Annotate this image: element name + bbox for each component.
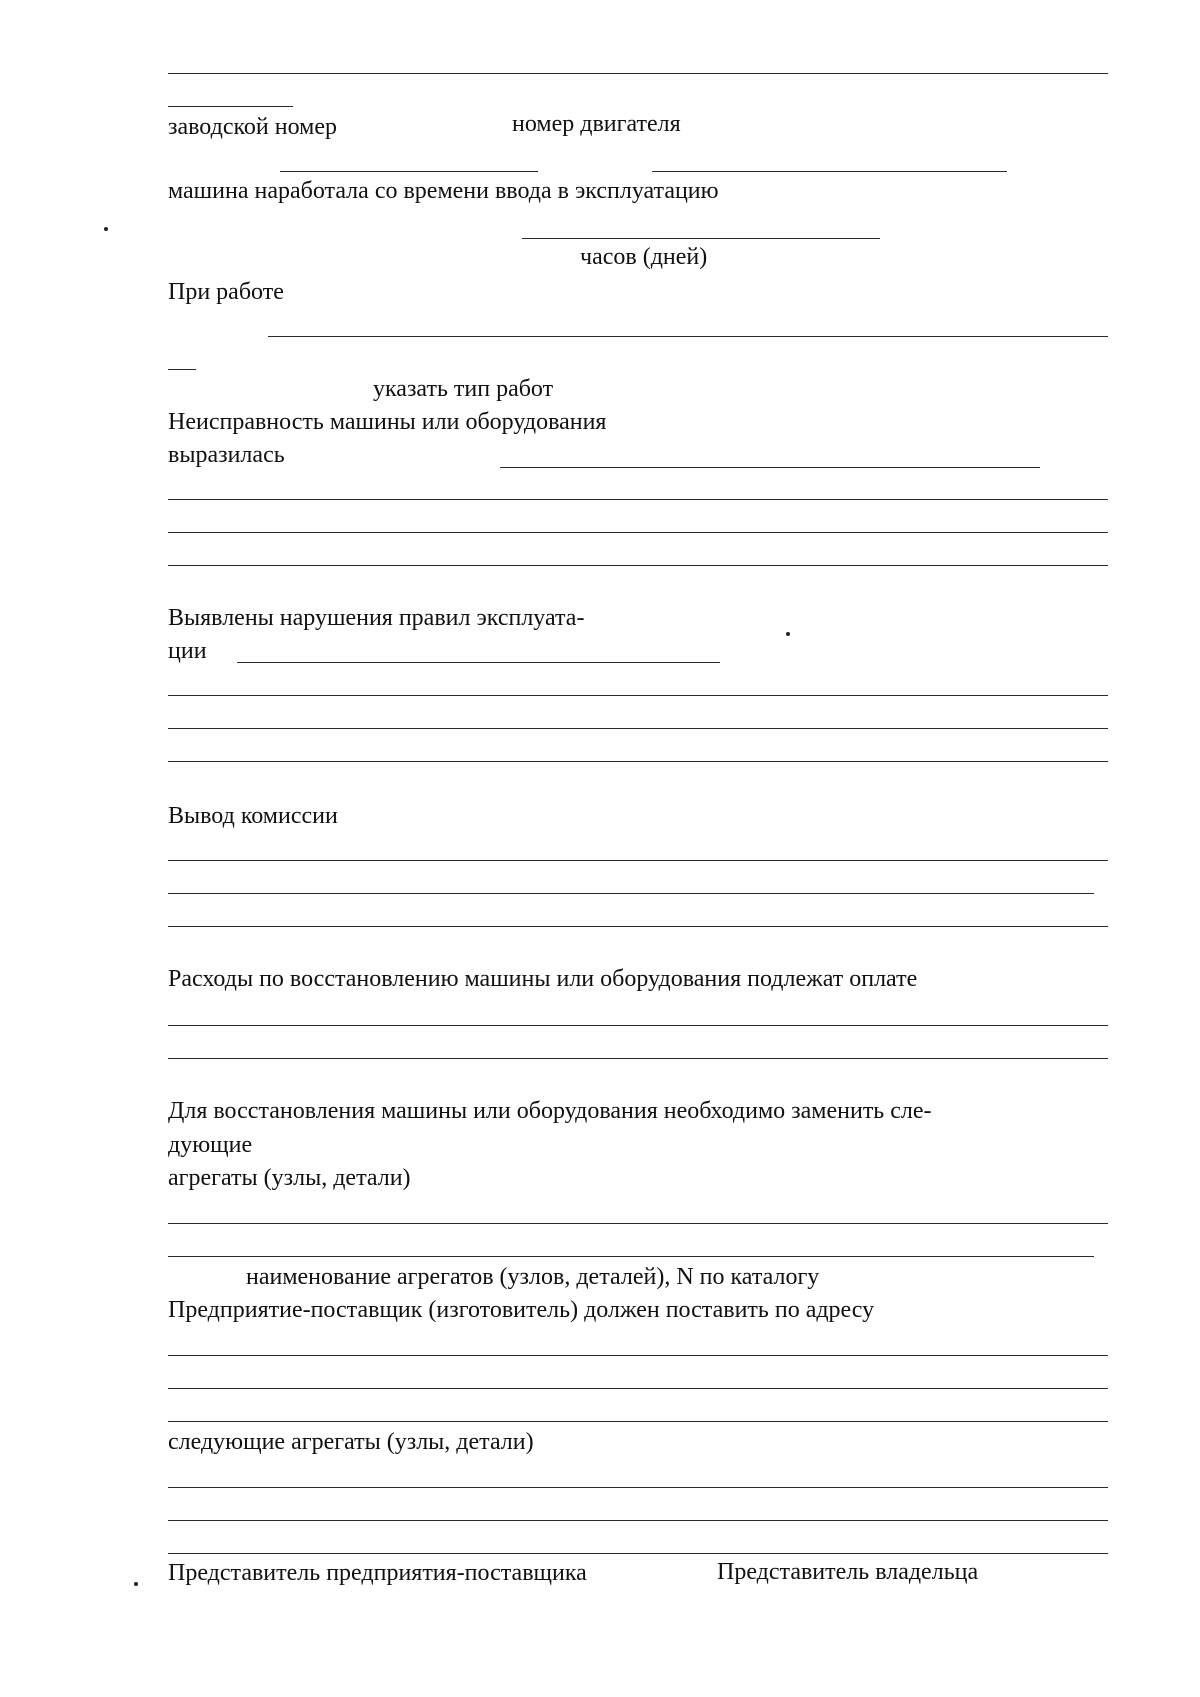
owner-rep-label: Представитель владельца — [717, 1559, 979, 1585]
malfunction-label-line2: выразилась — [168, 442, 285, 468]
during-work-label: При работе — [168, 279, 284, 305]
hours-days-caption: часов (дней) — [580, 244, 708, 270]
commission-field-2[interactable] — [168, 893, 1094, 894]
units-caption: наименование агрегатов (узлов, деталей), N по каталогу — [246, 1264, 820, 1290]
replace-label-line1: Для восстановления машины или оборудования необходимо заменить сле- — [168, 1098, 932, 1124]
stray-mark-3 — [134, 1582, 138, 1586]
violations-field-1[interactable] — [237, 662, 720, 663]
expenses-field-2[interactable] — [168, 1058, 1108, 1059]
malfunction-field-1[interactable] — [500, 467, 1040, 468]
units-field-2[interactable] — [168, 1520, 1108, 1521]
violations-label-line1: Выявлены нарушения правил эксплуата- — [168, 605, 585, 631]
blank-line-top[interactable] — [168, 73, 1108, 74]
address-field-1[interactable] — [168, 1355, 1108, 1356]
violations-field-2[interactable] — [168, 695, 1108, 696]
malfunction-field-4[interactable] — [168, 565, 1108, 566]
address-field-2[interactable] — [168, 1388, 1108, 1389]
replace-label-line2: дующие — [168, 1132, 253, 1158]
replace-field-1[interactable] — [168, 1223, 1108, 1224]
serial-number-label: заводской номер — [168, 114, 337, 140]
expenses-field-1[interactable] — [168, 1025, 1108, 1026]
malfunction-label-line1: Неисправность машины или оборудования — [168, 409, 607, 435]
commission-conclusion-label: Вывод комиссии — [168, 803, 338, 829]
following-units-label: следующие агрегаты (узлы, детали) — [168, 1429, 534, 1455]
machine-worked-label: машина наработала со времени ввода в эксплуатацию — [168, 178, 719, 204]
engine-number-field[interactable] — [652, 171, 1007, 172]
units-field-1[interactable] — [168, 1487, 1108, 1488]
stray-mark-2 — [786, 632, 790, 636]
units-field-3[interactable] — [168, 1553, 1108, 1554]
work-type-field-short[interactable] — [168, 369, 196, 370]
supplier-label: Предприятие-поставщик (изготовитель) должен поставить по адресу — [168, 1297, 875, 1323]
hours-days-field[interactable] — [522, 238, 880, 239]
engine-number-label: номер двигателя — [512, 111, 681, 137]
supplier-rep-label: Представитель предприятия-поставщика — [168, 1560, 587, 1586]
violations-field-4[interactable] — [168, 761, 1108, 762]
expenses-label: Расходы по восстановлению машины или оборудования подлежат оплате — [168, 966, 918, 992]
replace-field-2[interactable] — [168, 1256, 1094, 1257]
blank-line-serial-short[interactable] — [168, 106, 293, 107]
commission-field-1[interactable] — [168, 860, 1108, 861]
stray-mark — [104, 227, 108, 231]
violations-label-line2: ции — [168, 638, 207, 664]
commission-field-3[interactable] — [168, 926, 1108, 927]
replace-label-line3: агрегаты (узлы, детали) — [168, 1165, 411, 1191]
work-type-field[interactable] — [268, 336, 1108, 337]
address-field-3[interactable] — [168, 1421, 1108, 1422]
malfunction-field-2[interactable] — [168, 499, 1108, 500]
work-type-caption: указать тип работ — [373, 376, 554, 402]
violations-field-3[interactable] — [168, 728, 1108, 729]
malfunction-field-3[interactable] — [168, 532, 1108, 533]
serial-number-field[interactable] — [280, 171, 538, 172]
